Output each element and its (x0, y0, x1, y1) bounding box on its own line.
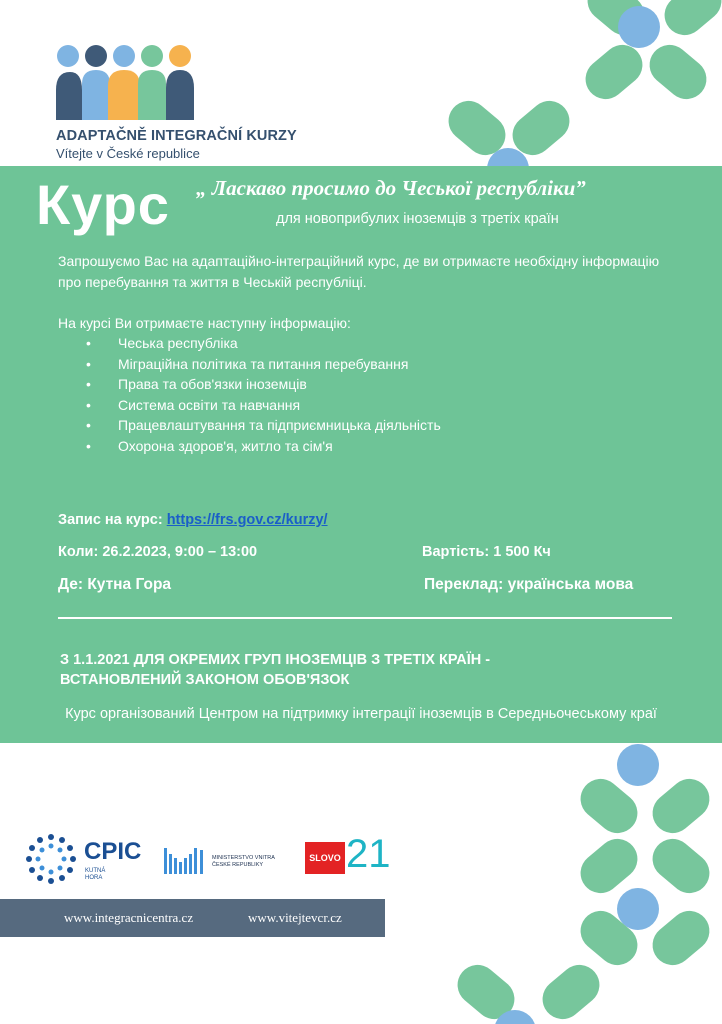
decorative-pill (641, 37, 714, 107)
course-date: Коли: 26.2.2023, 9:00 – 13:00 (58, 544, 258, 560)
topics-list (86, 333, 441, 457)
bullet: • (86, 417, 91, 434)
ministry-logo-icon (164, 844, 208, 878)
decorative-pill (656, 0, 722, 43)
list-item: • Система освіти та навчання (86, 395, 441, 416)
bullet: • (86, 335, 91, 351)
course-translation: Переклад: українська мова (424, 576, 634, 593)
decorative-pill (644, 831, 717, 901)
legal-notice-line2: ВСТАНОВЛЕНИЙ ЗАКОНОМ ОБОВ'ЯЗОК (60, 672, 350, 688)
footer-link-vitejtevcr[interactable]: www.vitejtevcr.cz (248, 910, 342, 925)
intro-text: Запрошуємо Вас на адаптаційно-інтеграційний курс, де ви отримаєте необхідну інформацію про перебування та життя в Чеській республіці. (58, 253, 660, 290)
course-location: Де: Кутна Гора (58, 576, 172, 593)
topics-title: На курсі Ви отримаєте наступну інформацію: (58, 315, 351, 331)
logo-title: ADAPTAČNĚ INTEGRAČNÍ KURZY (56, 128, 297, 144)
decorative-dot (617, 744, 659, 786)
cpic-logo-text: CPIC (84, 838, 142, 865)
cpic-logo-icon (24, 832, 78, 886)
adaptation-courses-logo (56, 44, 296, 164)
course-subtitle: для новоприбулих іноземців з третіх країн (276, 211, 559, 227)
list-item: • Працевлаштування та підприємницька діяльність (86, 415, 441, 436)
course-price: Вартість: 1 500 Кч (422, 544, 551, 560)
decorative-dot (618, 6, 660, 48)
slovo21-number: 21 (346, 832, 391, 876)
course-title: „ Ласкаво просимо до Чеської республіки” (196, 176, 586, 200)
organizer-text: Курс організований Центром на підтримку інтеграції іноземців в Середньочеському краї (65, 706, 657, 722)
course-heading: Курс (36, 173, 170, 236)
cpic-logo-subtitle: KUTNÁ HORA (85, 868, 106, 881)
bullet: • (86, 355, 91, 372)
logo-subtitle: Vítejte v České republice (56, 146, 200, 161)
legal-notice-line1: З 1.1.2021 ДЛЯ ОКРЕМИХ ГРУП ІНОЗЕМЦІВ З ТРЕТІХ КРАЇН - (60, 652, 491, 668)
footer-link-integracnicentra[interactable]: www.integracnicentra.cz (64, 910, 194, 925)
bullet: • (86, 437, 91, 454)
decorative-pill (534, 957, 607, 1024)
list-item: • Права та обов'язки іноземців (86, 374, 441, 395)
list-item: • Чеська республіка (86, 333, 441, 354)
bullet: • (86, 396, 91, 413)
list-item: • Охорона здоров'я, житло та сім'я (86, 436, 441, 457)
registration-row (58, 512, 328, 528)
ministry-logo-text: MINISTERSTVO VNITRA ČESKÉ REPUBLIKY (212, 855, 275, 868)
decorative-pill (644, 771, 717, 841)
registration-link[interactable]: https://frs.gov.cz/kurzy/ (166, 512, 328, 528)
legal-notice (60, 650, 490, 690)
bullet: • (86, 376, 91, 393)
people-figures-icon (56, 44, 196, 120)
registration-label: Запис на курс: (58, 512, 163, 528)
divider (58, 617, 672, 619)
partner-logos (24, 828, 394, 892)
slovo21-logo: SLOVO (305, 842, 345, 874)
footer-bar (0, 899, 385, 937)
list-item: • Міграційна політика та питання перебування (86, 354, 441, 375)
